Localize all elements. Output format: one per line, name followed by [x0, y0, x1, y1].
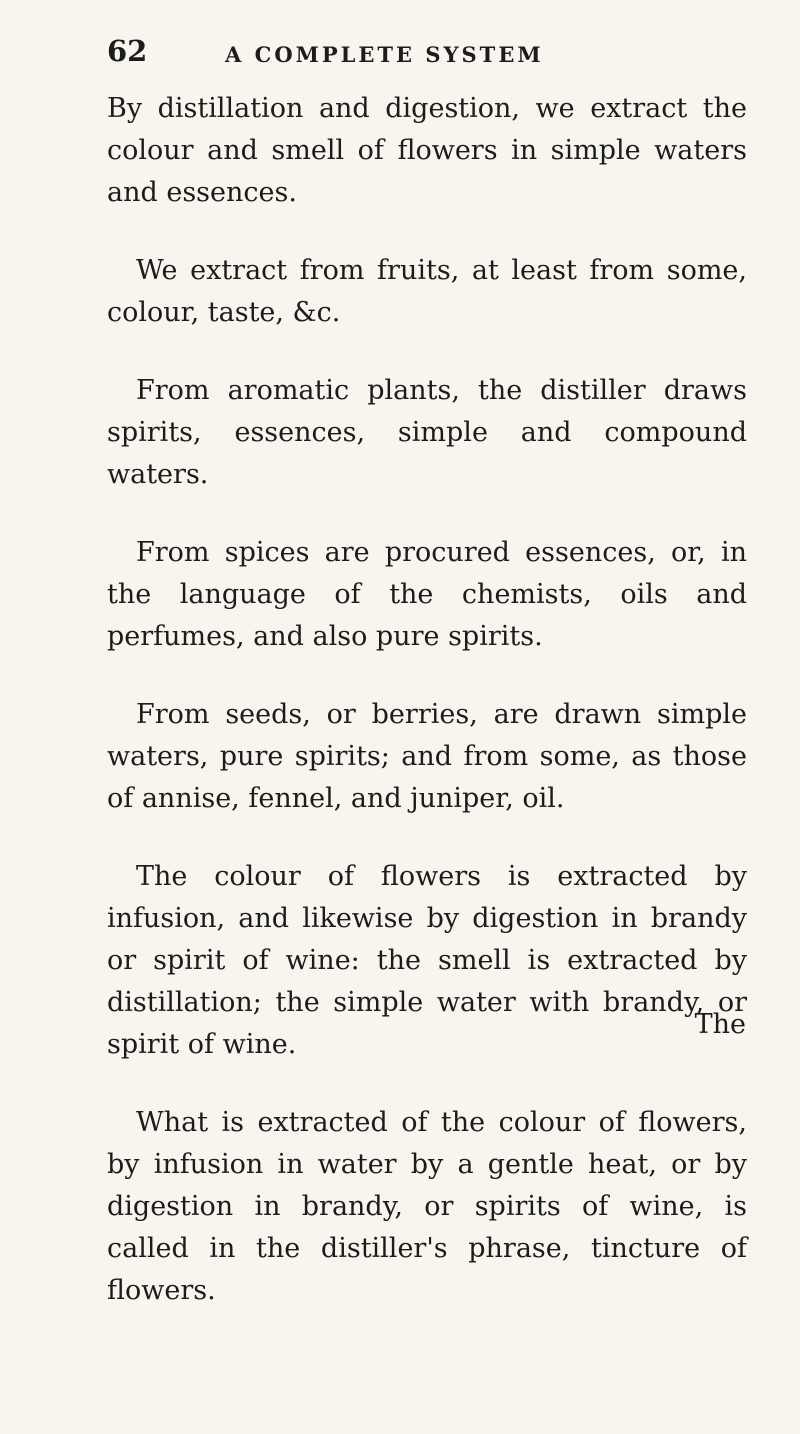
paragraph-aromatic-plants: From aromatic plants, the distiller draws spirits, essences, simple and compound waters. [107, 375, 747, 490]
running-head: A COMPLETE SYSTEM [225, 42, 544, 67]
page-number: 62 [107, 34, 148, 68]
paragraph-distillation: By distillation and digestion, we extract the colour and smell of flowers in simple waters and essences. [107, 93, 747, 208]
paragraph-seeds: From seeds, or berries, are drawn simple waters, pure spirits; and from some, as those of annise, fennel, and juniper, oil. [107, 699, 747, 814]
paragraph-fruits: We extract from fruits, at least from some, colour, taste, &c. [107, 255, 747, 328]
page-header [107, 30, 747, 70]
paragraph-colour-of-flowers: The colour of flowers is extracted by infusion, and likewise by digestion in brandy or spirit of wine: the smell is extracted by distillation; the simple water with brandy, or spirit of wine. [107, 861, 747, 1060]
paragraph-tincture: What is extracted of the colour of flowers, by infusion in water by a gentle heat, or by digestion in brandy, or spirits of wine, is called in the distiller's phrase, tincture of flowers. [107, 1107, 747, 1306]
catchword: The [694, 1009, 746, 1040]
paragraph-spices: From spices are procured essences, or, in the language of the chemists, oils and perfumes, and also pure spirits. [107, 537, 747, 652]
page-body [107, 88, 747, 1348]
